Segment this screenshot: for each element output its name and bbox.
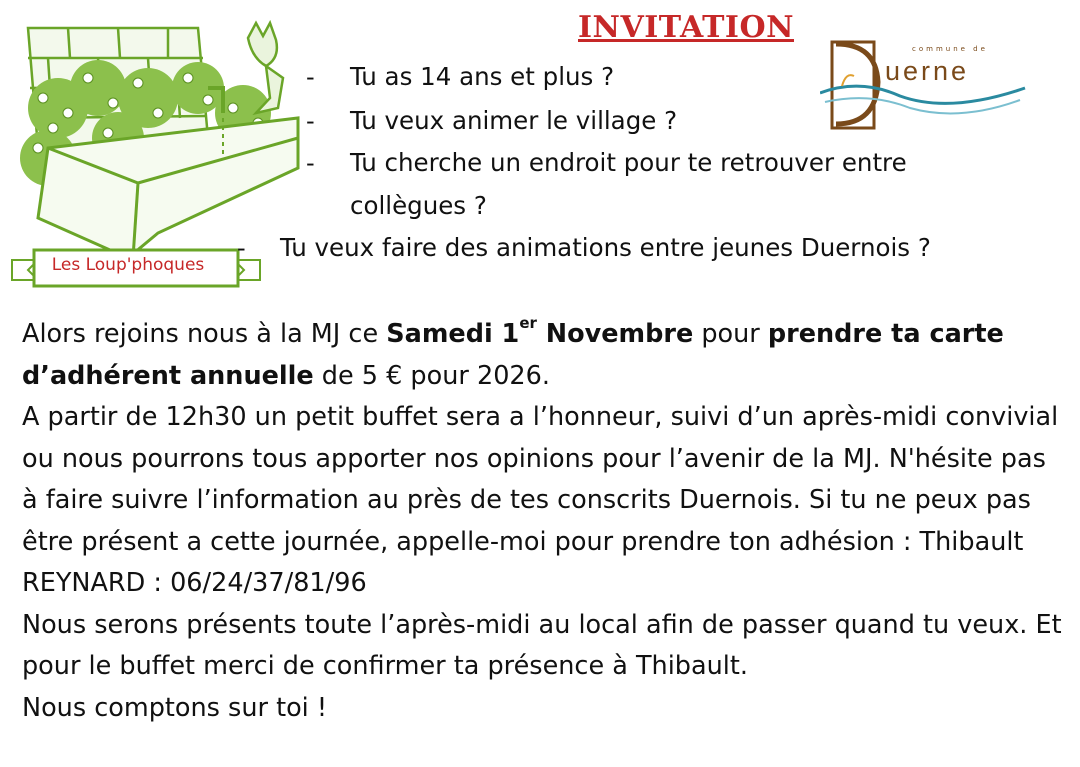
body-paragraph-3: Nous serons présents toute l’après-midi au local afin de passer quand tu veux. Et pour le buffet merci de confirmer ta présence à Thibault. (22, 609, 1062, 681)
question-item: Tu veux animer le village ? (350, 106, 678, 135)
question-item: Tu as 14 ans et plus ? (350, 62, 615, 91)
question-item-continued: collègues ? (350, 191, 487, 220)
body-paragraph-1 (22, 314, 1062, 397)
body-text-span: pour (693, 319, 768, 349)
question-item: Tu cherche un endroit pour te retrouver entre (350, 148, 907, 177)
invitation-body (22, 314, 1062, 729)
membership-card-text: prendre ta carte d’adhérent annuelle (22, 319, 1004, 391)
question-list (0, 0, 1080, 290)
event-date (386, 314, 694, 349)
bullet-dash: - (306, 107, 315, 135)
question-item: Tu veux faire des animations entre jeunes Duernois ? (280, 233, 931, 262)
body-text-span: Alors rejoins nous à la MJ ce (22, 319, 387, 349)
body-paragraph-4: Nous comptons sur toi ! (22, 692, 328, 723)
body-text-span: de 5 € pour 2026. (313, 360, 550, 391)
bullet-dash: - (306, 63, 315, 91)
association-name: Les Loup'phoques (51, 255, 205, 275)
event-date-month: Novembre (536, 319, 694, 349)
event-date-day: Samedi 1 (386, 319, 520, 349)
bullet-dash: - (237, 234, 246, 262)
logo-text: uerne (885, 56, 970, 86)
event-date-sup: er (519, 314, 537, 332)
invitation-title: INVITATION (578, 10, 794, 45)
body-paragraph-2: A partir de 12h30 un petit buffet sera a l’honneur, suivi d’un après-midi convivial ou nous pourrons tous apporter nos opinions pour l’avenir de la MJ. N'hésite pas à faire suivre l’information au près de tes conscrits Duernois. Si tu ne peux pas être présent a cette journée, appelle-moi pour prendre ton adhésion : Thibault REYNARD : 06/24/37/81/96 (22, 402, 1059, 598)
bullet-dash: - (306, 149, 315, 177)
logo-caption: commune de (912, 45, 988, 53)
